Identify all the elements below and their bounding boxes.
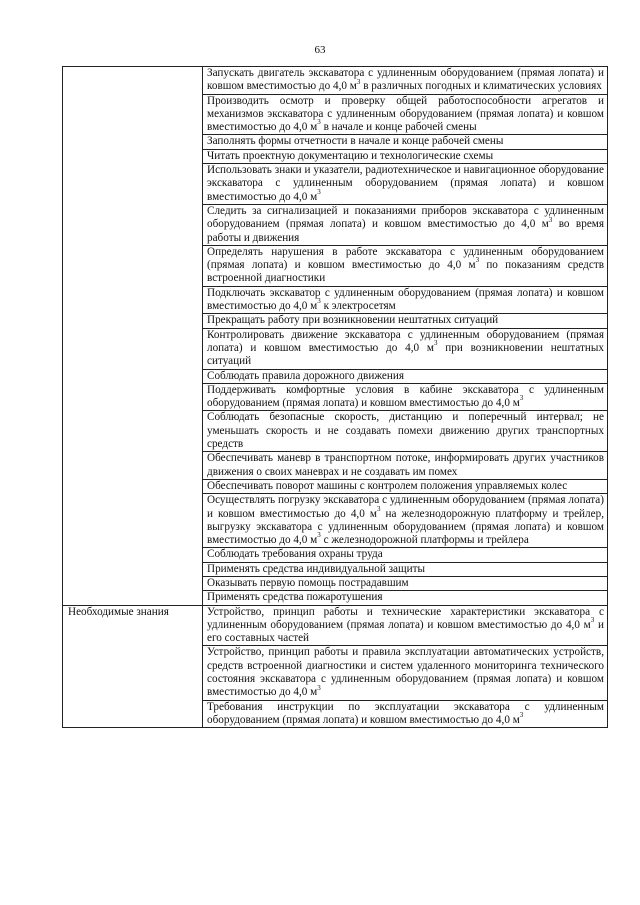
requirement-text: Применять средства индивидуальной защиты <box>203 562 608 576</box>
requirement-text: Подключать экскаватор с удлиненным оборудованием (прямая лопата) и ковшом вместимостью до 4,0 $м^3$ к электросетям <box>203 286 608 314</box>
requirement-text: Прекращать работу при возникновении нештатных ситуаций <box>203 314 608 328</box>
requirement-text: Осуществлять погрузку экскаватора с удлиненным оборудованием (прямая лопата) и ковшом вместимостью до 4,0 $м^3$ на железнодорожную платформу и трейлер, выгрузку экскаватора с удлиненным оборудованием (прямая лопата) и ковшом вместимостью до 4,0 $м^3$ с железнодорожной платформы и трейлера <box>203 494 608 548</box>
skill-row <box>63 67 608 95</box>
requirement-text: Заполнять формы отчетности в начале и конце рабочей смены <box>203 135 608 149</box>
requirement-text: Контролировать движение экскаватора с удлиненным оборудованием (прямая лопата) и ковшом вместимостью до 4,0 $м^3$ при возникновении нештатных ситуаций <box>203 328 608 369</box>
requirement-text: Устройство, принцип работы и правила эксплуатации автоматических устройств, средств встроенной диагностики и систем удаленного мониторинга технического состояния экскаватора с удлиненным оборудованием (прямая лопата) и ковшом вместимостью до 4,0 $м^3$ <box>203 646 608 700</box>
requirement-text: Обеспечивать маневр в транспортном потоке, информировать других участников движения о своих маневрах и не создавать им помех <box>203 452 608 480</box>
requirement-text: Применять средства пожаротушения <box>203 591 608 605</box>
requirement-text: Производить осмотр и проверку общей работоспособности агрегатов и механизмов экскаватора с удлиненным оборудованием (прямая лопата) и ковшом вместимостью до 4,0 $м^3$ в начале и конце рабочей смены <box>203 94 608 135</box>
requirement-text: Поддерживать комфортные условия в кабине экскаватора с удлиненным оборудованием (прямая лопата) и ковшом вместимостью до 4,0 $м^3$ <box>203 383 608 411</box>
requirement-text: Соблюдать безопасные скорость, дистанцию и поперечный интервал; не уменьшать скорость и не создавать помехи движению других транспортных средств <box>203 411 608 452</box>
page-number: 63 <box>314 44 326 56</box>
requirement-text: Следить за сигнализацией и показаниями приборов экскаватора с удлиненным оборудованием (прямая лопата) и ковшом вместимостью до 4,0 $м^3$ во время работы и движения <box>203 204 608 245</box>
requirement-text: Соблюдать правила дорожного движения <box>203 369 608 383</box>
requirements-table <box>62 66 608 728</box>
requirement-text: Определять нарушения в работе экскаватора с удлиненным оборудованием (прямая лопата) и ковшом вместимостью до 4,0 $м^3$ по показаниям средств встроенной диагностики <box>203 245 608 286</box>
knowledge-row <box>63 605 608 646</box>
requirement-text: Читать проектную документацию и технологические схемы <box>203 149 608 163</box>
requirement-text: Обеспечивать поворот машины с контролем положения управляемых колес <box>203 479 608 493</box>
section-label-cell: Необходимые знания <box>63 605 203 728</box>
requirement-text: Требования инструкции по эксплуатации экскаватора с удлиненным оборудованием (прямая лопата) и ковшом вместимостью до 4,0 $м^3$ <box>203 700 608 728</box>
requirement-text: Устройство, принцип работы и технические характеристики экскаватора с удлиненным оборудованием (прямая лопата) и ковшом вместимостью до 4,0 $м^3$ и его составных частей <box>203 605 608 646</box>
requirement-text: Оказывать первую помощь пострадавшим <box>203 576 608 590</box>
section-label-cell <box>63 67 203 606</box>
requirement-text: Использовать знаки и указатели, радиотехническое и навигационное оборудование экскаватора с удлиненным оборудованием (прямая лопата) и ковшом вместимостью до 4,0 $м^3$ <box>203 164 608 205</box>
requirement-text: Запускать двигатель экскаватора с удлиненным оборудованием (прямая лопата) и ковшом вместимостью до 4,0 $м^3$ в различных погодных и климатических условиях <box>203 67 608 95</box>
requirement-text: Соблюдать требования охраны труда <box>203 548 608 562</box>
